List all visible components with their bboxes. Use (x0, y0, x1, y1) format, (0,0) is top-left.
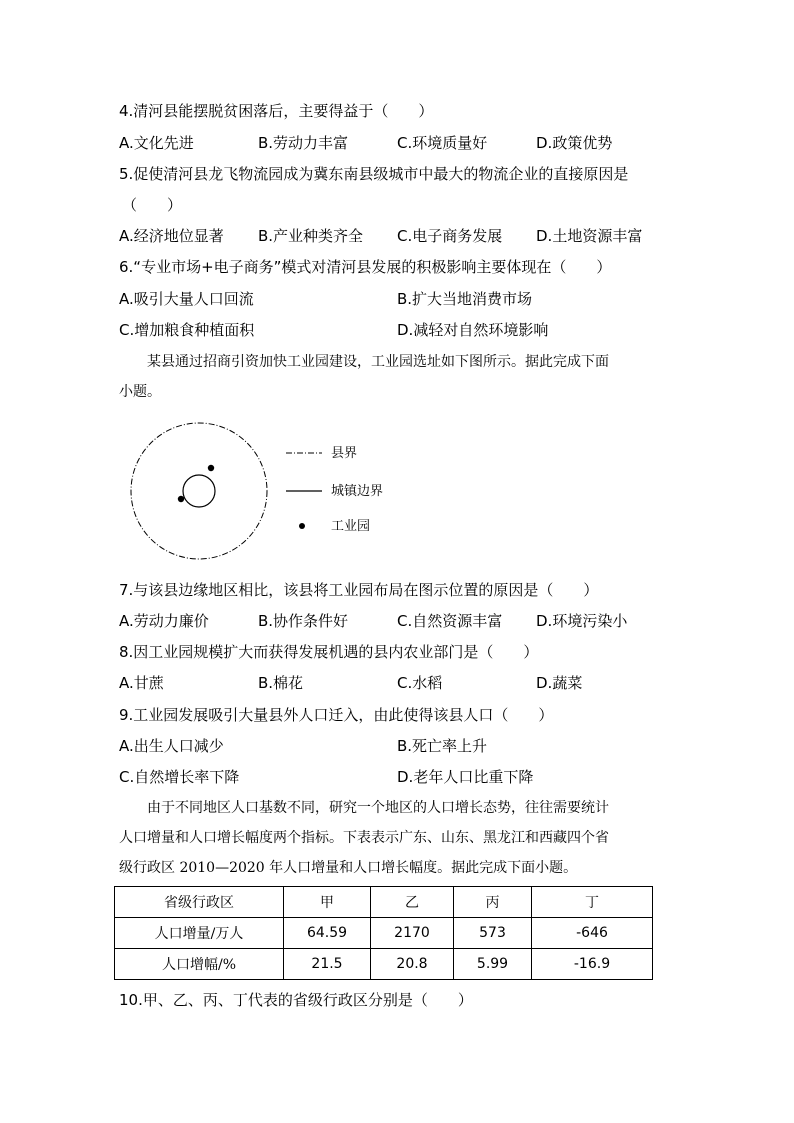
legend-county-border-symbol (286, 447, 326, 459)
table-row (115, 918, 653, 949)
intro-passage-2-line-2: 人口增量和人口增长幅度两个指标。下表表示广东、山东、黑龙江和西藏四个省 (119, 830, 609, 846)
table-cell: 64.59 (284, 918, 371, 949)
question-5-stem-continued: （ ） (122, 196, 183, 214)
legend-town-border-symbol (286, 485, 326, 497)
intro-passage-1-line-2: 小题。 (119, 384, 161, 400)
table-row-label: 人口增量/万人 (115, 918, 284, 949)
question-5-option-c[interactable]: C.电子商务发展 (397, 227, 503, 245)
question-10-stem: 10.甲、乙、丙、丁代表的省级行政区分别是（ ） (119, 991, 473, 1009)
table-cell: -646 (532, 918, 653, 949)
question-6-option-d[interactable]: D.减轻对自然环境影响 (397, 321, 549, 339)
question-8-option-d[interactable]: D.蔬菜 (536, 674, 583, 692)
question-4-option-a[interactable]: A.文化先进 (119, 134, 194, 152)
question-6-stem: 6.“专业市场+电子商务”模式对清河县发展的积极影响主要体现在（ ） (119, 258, 612, 276)
question-7-option-b[interactable]: B.协作条件好 (258, 612, 349, 630)
question-5-option-a[interactable]: A.经济地位显著 (119, 227, 224, 245)
question-4-option-c[interactable]: C.环境质量好 (397, 134, 488, 152)
question-5-stem: 5.促使清河县龙飞物流园成为冀东南县级城市中最大的物流企业的直接原因是 (119, 165, 629, 183)
question-9-option-a[interactable]: A.出生人口减少 (119, 737, 224, 755)
question-7-option-c[interactable]: C.自然资源丰富 (397, 612, 503, 630)
question-4-stem: 4.清河县能摆脱贫困落后，主要得益于（ ） (119, 102, 434, 120)
legend-industrial-park-label: 工业园 (331, 519, 371, 534)
industrial-park-location-diagram (120, 415, 280, 565)
table-cell: 5.99 (454, 949, 532, 980)
question-7-option-d[interactable]: D.环境污染小 (536, 612, 628, 630)
table-header-cell: 乙 (371, 887, 454, 918)
intro-passage-2-line-1: 由于不同地区人口基数不同，研究一个地区的人口增长态势，往往需要统计 (147, 800, 609, 816)
question-4-option-b[interactable]: B.劳动力丰富 (258, 134, 349, 152)
legend-town-border-label: 城镇边界 (331, 484, 384, 499)
question-6-option-a[interactable]: A.吸引大量人口回流 (119, 290, 254, 308)
table-row (115, 949, 653, 980)
question-4-option-d[interactable]: D.政策优势 (536, 134, 613, 152)
intro-passage-1-line-1: 某县通过招商引资加快工业园建设，工业园选址如下图所示。据此完成下面 (147, 354, 609, 370)
question-8-option-c[interactable]: C.水稻 (397, 674, 443, 692)
industrial-park-dot-1 (208, 465, 214, 471)
question-8-option-a[interactable]: A.甘蔗 (119, 674, 164, 692)
question-6-option-b[interactable]: B.扩大当地消费市场 (397, 290, 533, 308)
legend-county-border-label: 县界 (331, 446, 358, 461)
question-6-option-c[interactable]: C.增加粮食种植面积 (119, 321, 255, 339)
table-header-cell: 省级行政区 (115, 887, 284, 918)
question-7-stem: 7.与该县边缘地区相比，该县将工业园布局在图示位置的原因是（ ） (119, 581, 599, 599)
question-9-option-d[interactable]: D.老年人口比重下降 (397, 768, 534, 786)
table-cell: -16.9 (532, 949, 653, 980)
table-cell: 573 (454, 918, 532, 949)
county-border-circle (131, 423, 267, 559)
table-cell: 20.8 (371, 949, 454, 980)
table-header-cell: 丙 (454, 887, 532, 918)
population-growth-table (114, 886, 653, 980)
table-header-cell: 甲 (284, 887, 371, 918)
question-5-option-d[interactable]: D.土地资源丰富 (536, 227, 643, 245)
town-border-circle (183, 475, 215, 507)
question-9-option-b[interactable]: B.死亡率上升 (397, 737, 488, 755)
question-5-option-b[interactable]: B.产业种类齐全 (258, 227, 364, 245)
table-header-cell: 丁 (532, 887, 653, 918)
legend-industrial-park-symbol (296, 520, 308, 532)
question-9-stem: 9.工业园发展吸引大量县外人口迁入，由此使得该县人口（ ） (119, 706, 554, 724)
table-row-label: 人口增幅/% (115, 949, 284, 980)
table-cell: 2170 (371, 918, 454, 949)
question-8-option-b[interactable]: B.棉花 (258, 674, 304, 692)
table-cell: 21.5 (284, 949, 371, 980)
table-header-row (115, 887, 653, 918)
question-7-option-a[interactable]: A.劳动力廉价 (119, 612, 209, 630)
question-9-option-c[interactable]: C.自然增长率下降 (119, 768, 240, 786)
industrial-park-dot-2 (178, 496, 184, 502)
intro-passage-2-line-3: 级行政区 2010—2020 年人口增量和人口增长幅度。据此完成下面小题。 (119, 860, 578, 876)
question-8-stem: 8.因工业园规模扩大而获得发展机遇的县内农业部门是（ ） (119, 643, 539, 661)
